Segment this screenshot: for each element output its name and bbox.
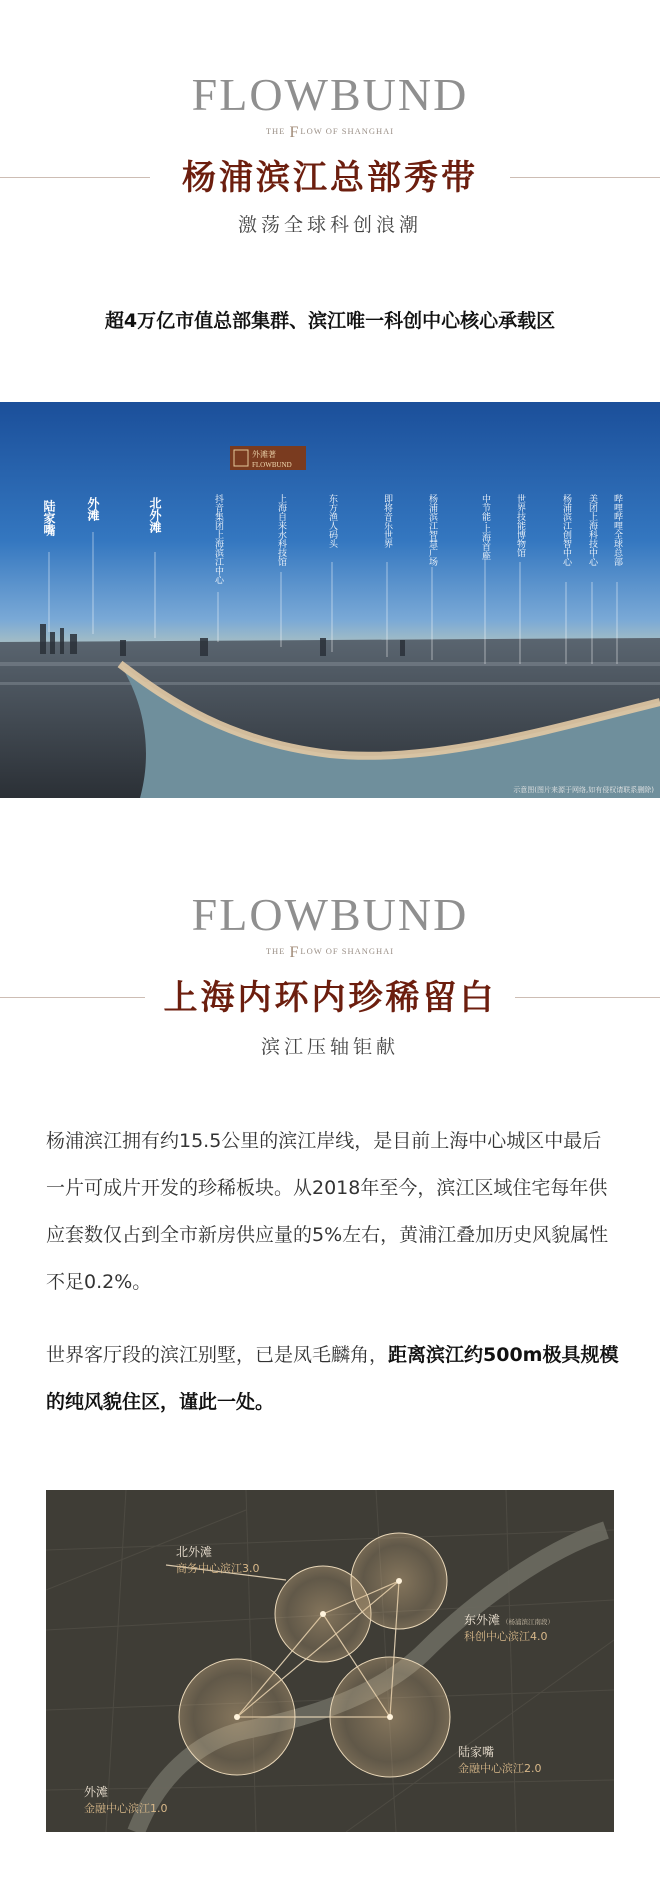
location-map <box>46 1490 614 1832</box>
label-bilibili: 哔哩哔哩全球总部 <box>612 494 622 566</box>
panorama-image <box>0 402 660 798</box>
section-subtitle-2: 滨江压轴钜献 <box>260 1036 399 1058</box>
label-lujiazui: 陆家嘴 <box>42 500 56 536</box>
paragraph-1: 杨浦滨江拥有约15.5公里的滨江岸线，是目前上海中心城区中最后一片可成片开发的珍稀板块。从2018年至今，滨江区域住宅每年供应套数仅占到全市新房供应量的5%左右，黄浦江叠加历史风貌属性不足0.2%。 <box>46 1130 609 1293</box>
logo-wordmark-2: FLOWBUND <box>191 889 469 940</box>
zone-lujiazui: 陆家嘴 <box>458 1745 495 1759</box>
zone-waitan-desc: 金融中心滨江1.0 <box>84 1802 168 1815</box>
section-subtitle: 激荡全球科创浪潮 <box>237 214 422 236</box>
label-innovation-center: 杨浦滨江创智中心 <box>561 494 571 566</box>
label-douyin: 抖音集团上海滨江中心 <box>213 494 223 584</box>
section-title: 杨浦滨江总部秀带 <box>182 158 478 198</box>
label-water-museum: 上海自来水科技馆 <box>276 494 286 566</box>
headline: 超4万亿市值总部集群、滨江唯一科创中心核心承载区 <box>104 310 556 332</box>
section-title-row <box>0 158 660 198</box>
zone-beiwaitan-desc: 商务中心滨江3.0 <box>176 1562 260 1575</box>
zone-dongwaitan-note: （杨浦滨江南段） <box>502 1618 554 1626</box>
zone-dongwaitan: 东外滩 <box>464 1613 501 1627</box>
label-fishermen-wharf: 东方渔人码头 <box>327 494 337 548</box>
zone-beiwaitan: 北外滩 <box>176 1545 213 1559</box>
panorama-caption: 示意图(图片来源于网络,如有侵权请联系删除) <box>513 786 654 794</box>
section-title-2: 上海内环内珍稀留白 <box>163 978 497 1018</box>
logo-wordmark: FLOWBUND <box>191 69 469 120</box>
label-beiwaitan: 北外滩 <box>148 497 162 533</box>
zone-dongwaitan-desc: 科创中心滨江4.0 <box>464 1630 548 1643</box>
zone-waitan: 外滩 <box>84 1785 109 1799</box>
flowbund-logo-2 <box>0 889 660 962</box>
label-smart-plaza: 杨浦滨江智慧广场 <box>427 494 437 566</box>
logo-tagline-2: THE FLOW OF SHANGHAI <box>265 944 395 961</box>
flowbund-badge <box>230 446 306 470</box>
label-meituan: 美团上海科技中心 <box>587 494 597 566</box>
paragraph-2-bold: 距离滨江约500m极具规模的纯风貌住区，谨此一处。 <box>46 1344 619 1413</box>
label-cecep: 中节能·上海首座 <box>480 494 490 560</box>
label-waitan: 外滩 <box>86 497 100 521</box>
flowbund-logo <box>0 69 660 142</box>
label-music-world: 即将音乐世界 <box>382 494 392 548</box>
zone-lujiazui-desc: 金融中心滨江2.0 <box>458 1762 542 1775</box>
svg-text:外滩著: 外滩著 <box>252 450 276 459</box>
label-skills-museum: 世界技能博物馆 <box>515 494 525 557</box>
paragraph-2: 世界客厅段的滨江别墅，已是凤毛麟角，距离滨江约500m极具规模的纯风貌住区，谨此一处。 <box>46 1344 619 1413</box>
svg-text:FLOWBUND: FLOWBUND <box>252 461 292 469</box>
logo-tagline: THE FLOW OF SHANGHAI <box>265 124 395 141</box>
section-title-row-2 <box>0 978 660 1018</box>
